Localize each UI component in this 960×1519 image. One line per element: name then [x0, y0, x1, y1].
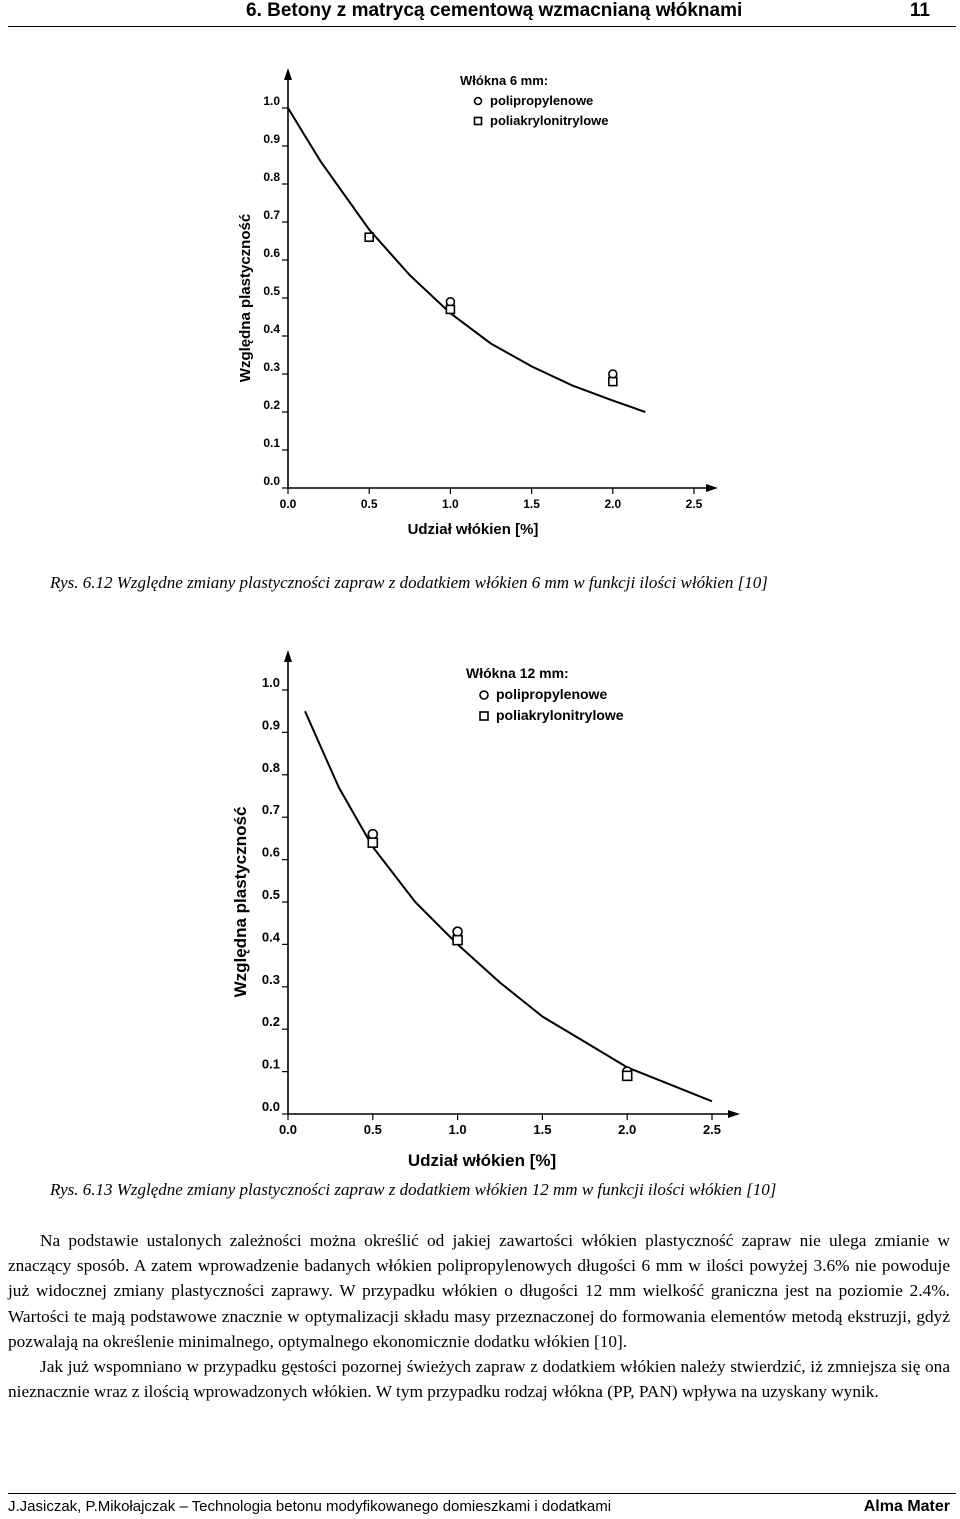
y-tick-label: 0.0	[263, 474, 280, 488]
y-tick-label: 0.6	[261, 844, 280, 860]
x-tick-label: 2.0	[604, 497, 622, 511]
data-point-circle	[609, 370, 617, 378]
y-tick-label: 1.0	[263, 94, 280, 108]
y-axis-arrow-icon	[284, 68, 292, 80]
legend-circle-icon	[475, 98, 482, 105]
data-point-square	[623, 1071, 632, 1080]
y-tick-label: 0.6	[263, 246, 280, 260]
page-number: 11	[909, 0, 930, 21]
legend-circle-icon	[480, 691, 488, 699]
y-tick-label: 0.9	[263, 132, 280, 146]
footer-publisher: Alma Mater	[863, 1498, 950, 1515]
y-axis-arrow-icon	[284, 650, 292, 662]
y-tick-label: 0.3	[263, 360, 280, 374]
data-point-square	[609, 378, 617, 386]
legend-square-icon	[475, 118, 482, 125]
data-point-circle	[446, 298, 454, 306]
y-tick-label: 0.3	[261, 971, 280, 987]
x-tick-label: 1.5	[523, 497, 540, 511]
x-tick-label: 1.0	[448, 1122, 467, 1137]
x-tick-label: 0.5	[360, 497, 378, 511]
fit-curve	[288, 108, 645, 412]
data-point-circle	[368, 830, 377, 839]
legend-entry-label: polipropylenowe	[496, 686, 608, 702]
y-tick-label: 0.1	[263, 436, 280, 450]
data-point-square	[368, 838, 377, 847]
header-divider	[8, 26, 956, 27]
data-point-square	[446, 305, 454, 313]
y-tick-label: 0.7	[261, 802, 280, 818]
figure-6-12-chart	[0, 50, 960, 610]
figure-6-13-chart	[0, 640, 960, 1180]
data-point-square	[453, 936, 462, 945]
x-tick-label: 2.5	[702, 1122, 722, 1137]
page-header	[0, 0, 960, 26]
x-axis-label: Udział włókien [%]	[407, 1151, 557, 1170]
y-tick-label: 0.7	[263, 208, 280, 222]
figure-6-13-caption: Rys. 6.13 Względne zmiany plastyczności zapraw z dodatkiem włókien 12 mm w funkcji ilości włókien [10]	[50, 1180, 777, 1199]
y-tick-label: 0.8	[261, 759, 280, 775]
x-axis-label: Udział włókien [%]	[407, 521, 539, 538]
x-tick-label: 2.5	[685, 497, 703, 511]
legend-title: Włókna 12 mm:	[466, 665, 569, 681]
legend-title: Włókna 6 mm:	[460, 73, 549, 88]
y-tick-label: 0.5	[261, 887, 280, 902]
y-axis-label: Względna plastyczność	[237, 213, 254, 383]
y-tick-label: 0.1	[261, 1056, 280, 1072]
x-axis-arrow-icon	[706, 484, 718, 492]
y-tick-label: 0.9	[261, 717, 280, 733]
legend-entry-label: polipropylenowe	[490, 93, 594, 108]
paragraph: Jak już wspomniano w przypadku gęstości pozornej świeżych zapraw z dodatkiem włókien należy stwierdzić, iż zmniejsza się ona nieznacznie wraz z ilością wprowadzonych włókien. W tym przypadku rodzaj włókna (PP, PAN) wpływa na uzyskany wynik.	[8, 1357, 950, 1402]
y-axis-label: Względna plastyczność	[231, 806, 250, 998]
y-tick-label: 0.0	[261, 1099, 280, 1114]
chapter-title: 6. Betony z matrycą cementową wzmacnianą włóknami	[246, 0, 743, 21]
y-tick-label: 0.2	[261, 1014, 280, 1030]
fit-curve	[305, 711, 712, 1101]
footer-authors-title: J.Jasiczak, P.Mikołajczak – Technologia betonu modyfikowanego domieszkami i dodatkami	[8, 1498, 612, 1515]
x-axis-arrow-icon	[728, 1110, 740, 1118]
data-point-square	[365, 233, 373, 241]
x-tick-label: 0.0	[279, 497, 297, 511]
body-text	[8, 1228, 950, 1404]
x-tick-label: 0.5	[363, 1122, 382, 1137]
y-tick-label: 0.8	[263, 170, 280, 184]
legend-square-icon	[480, 712, 488, 720]
footer-divider	[8, 1493, 956, 1494]
y-tick-label: 1.0	[261, 675, 280, 690]
legend-entry-label: poliakrylonitrylowe	[490, 113, 609, 128]
y-tick-label: 0.5	[263, 284, 280, 298]
x-tick-label: 0.0	[278, 1122, 298, 1137]
x-tick-label: 2.0	[618, 1122, 637, 1137]
x-tick-label: 1.0	[442, 497, 459, 511]
y-tick-label: 0.4	[263, 322, 280, 336]
legend-entry-label: poliakrylonitrylowe	[496, 707, 624, 723]
figure-6-12-caption: Rys. 6.12 Względne zmiany plastyczności zapraw z dodatkiem włókien 6 mm w funkcji ilości włókien [10]	[50, 573, 768, 592]
paragraph: Na podstawie ustalonych zależności można określić od jakiej zawartości włókien plastyczność zapraw nie ulega zmianie w znaczący sposób. A zatem wprowadzenie badanych włókien polipropylenowych długości 6 mm w ilości powyżej 3.6% nie powoduje już widocznej zmiany plastyczności zaprawy. W przypadku włókien o długości 12 mm wielkość graniczna jest na poziomie 2.4%. Wartości te mają podstawowe znacznie w optymalizacji składu masy przeznaczonej do formowania elementów metodą ekstruzji, gdyż pozwalają na określenie minimalnego, optymalnego ekonomicznie dodatku włókien [10].	[8, 1231, 950, 1351]
y-tick-label: 0.2	[263, 398, 280, 412]
y-tick-label: 0.4	[261, 929, 280, 945]
x-tick-label: 1.5	[533, 1122, 552, 1137]
data-point-circle	[453, 927, 462, 936]
